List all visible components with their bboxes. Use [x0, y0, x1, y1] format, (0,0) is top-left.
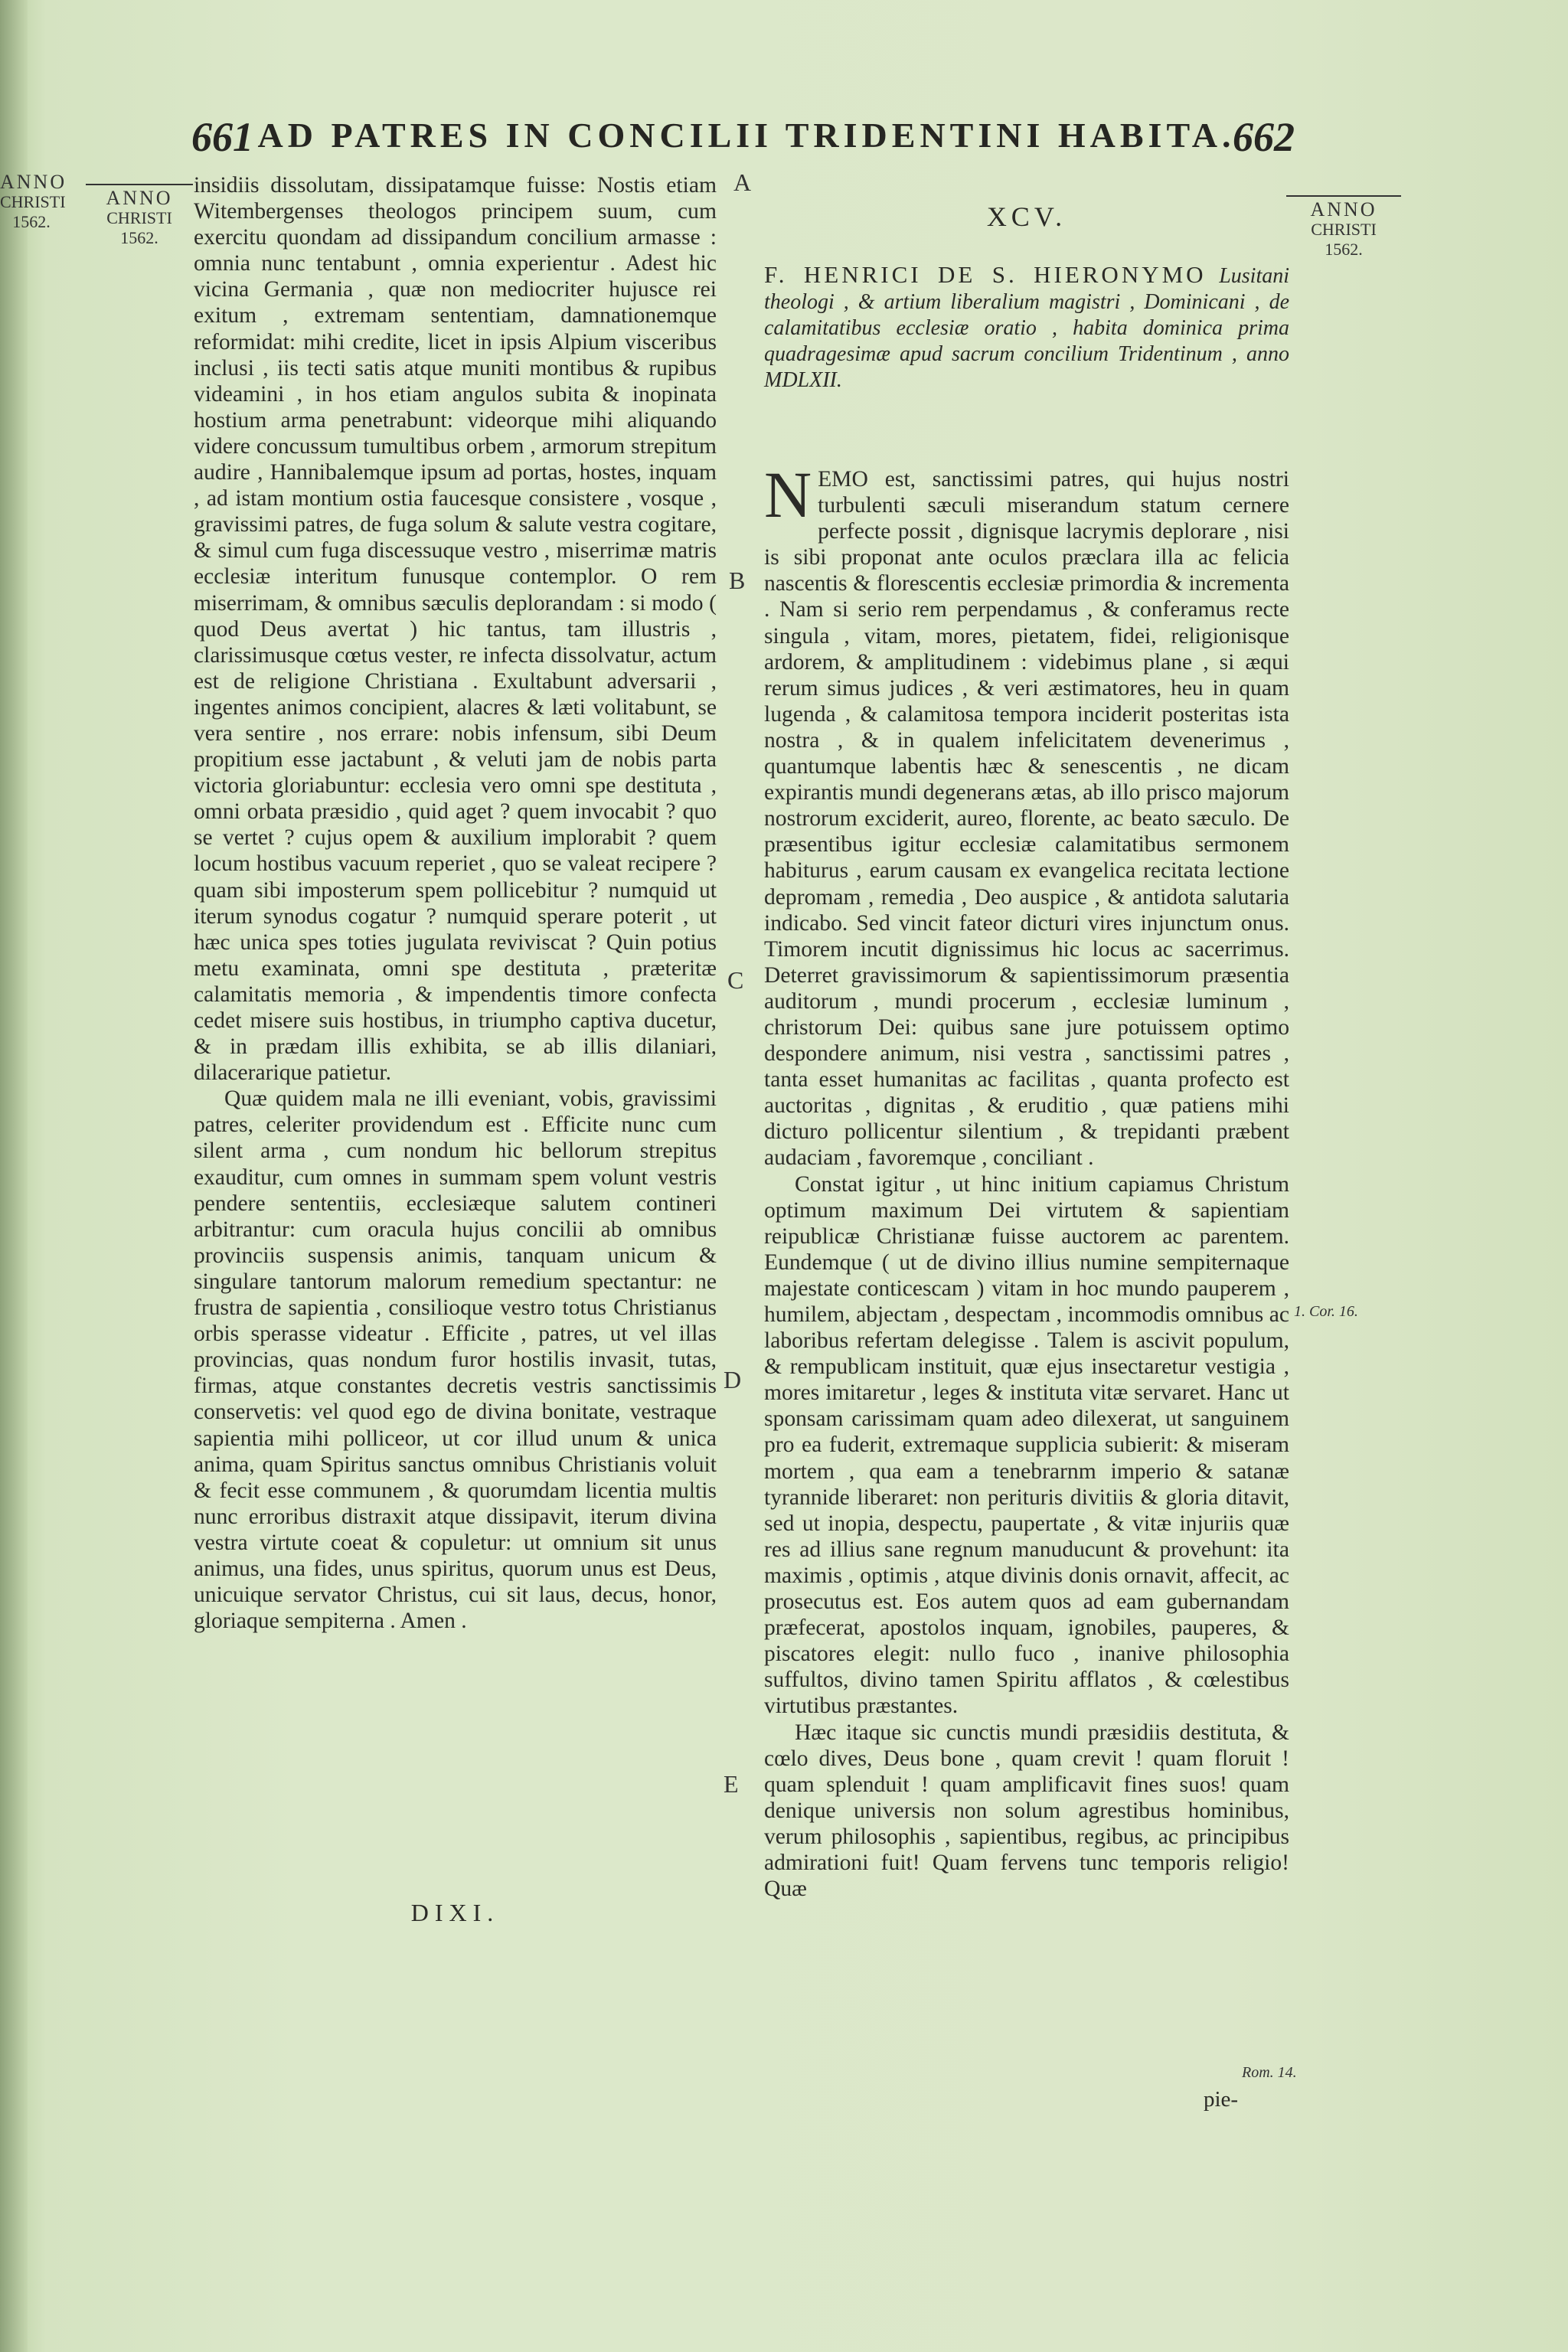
margin-year: 1562.	[120, 228, 158, 247]
paragraph: Hæc itaque sic cunctis mundi præsidiis destituta, & cœlo dives, Deus bone , quam crevit ! quam floruit ! quam splenduit ! quam amplificavit fines suos! quam denique universis non solum agrestibus hominibus, verum philosophis , sapientibus, regibus, ac principibus admirationi fuit! Quam fervens tunc temporis religio! Quæ	[764, 1720, 1289, 1902]
page-number-left: 661	[191, 114, 253, 160]
margin-christi: CHRISTI	[106, 208, 172, 227]
oration-title	[764, 262, 1289, 394]
paragraph: insidiis dissolutam, dissipatamque fuisse: Nostis etiam Witembergenses theologos principem suum, cum exercitu quondam ad dissipandum concilium armasse : omnia nunc tentabunt , omnia experientur . Adest hic vicina Germania , quæ non mediocriter hujusce rei exitum , extremam sententiam, damnationemque reformidat: mihi credite, licet in ipsis Alpium visceribus inclusi , iis tecti satis atque muniti montibus & rupibus videamini , in hos etiam angulos subita & inopinata hostium arma penetrabunt: videorque mihi aliquando videre concussum tumultibus orbem , armorum strepitum audire , Hannibalemque ipsum ad portas, hostes, inquam , ad istam montium ostia faucesque consistere , vosque , gravissimi patres, de fuga solum & salute vestra cogitare, & simul cum fuga discessuque vestro , miserrimæ matris ecclesiæ interitum funusque contemplor. O rem miserrimam, & omnibus sæculis deplorandam : si modo ( quod Deus avertat ) hic tantus, tam illustris , clarissimusque cœtus vester, re infecta dissolvatur, actum est de religione Christiana . Exultabunt adversarii , ingentes animos concipient, alacres & læti volitabunt, se vera sentire , nos errare: nobis infensum, sibi Deum propitium esse jactabunt , & veluti jam de nobis parta victoria gloriabuntur: ecclesia vero omni spe destituta , omni orbata præsidio , quid aget ? quem invocabit ? quo se vertet ? cujus opem & auxilium implorabit ? quem locum hostibus vacuum reperiet , quo se valeat recipere ? quam sibi imposterum spem pollicebitur ? numquid ut iterum synodus cogatur ? numquid sperare poterit , ut hæc unica spes toties jugulata reviviscat ? Quin potius metu examinata, omni spe destituta , præteritæ calamitatis memoria , & impendentis timore confecta cedet misere suis hostibus, in triumpho captiva ducetur, & in prædam illis exhibita, se ab illis dilaniari, dilacerarique patietur.	[194, 173, 717, 1086]
closing-dixi: DIXI.	[410, 1899, 500, 1926]
drop-cap: N	[764, 458, 812, 531]
margin-anno: ANNO	[0, 171, 67, 193]
catchword: pie-	[1204, 2087, 1239, 2112]
side-reference: Rom. 14.	[1242, 2064, 1297, 2081]
section-letter-b: B	[729, 567, 746, 594]
page-number-right: 662	[1233, 114, 1295, 160]
margin-anno: ANNO	[86, 184, 193, 208]
left-column-text	[194, 172, 717, 1634]
margin-christi: CHRISTI	[0, 192, 66, 211]
margin-christi: CHRISTI	[1311, 220, 1377, 239]
margin-year: 1562.	[12, 212, 51, 231]
section-letter-a: A	[733, 168, 752, 196]
margin-year-right	[1286, 195, 1401, 260]
oration-number: XCV.	[986, 201, 1067, 232]
first-paragraph	[764, 458, 1289, 1171]
margin-year-left	[86, 184, 193, 248]
section-letter-e: E	[724, 1770, 739, 1798]
section-letter-d: D	[724, 1366, 742, 1393]
title-text: Lusitani theologi , & artium liberalium magistri , Dominicani , de calamitatibus ecclesiæ oratio , habita dominica prima quadragesimæ apud sacrum concilium Tridentinum , anno MDLXII.	[764, 264, 1290, 392]
paragraph: Constat igitur , ut hinc initium capiamus Christum optimum maximum Dei virtutem & sapientiam reipublicæ Christianæ fuisse auctorem ac parentem. Eundemque ( ut de divino illius numine sempiternaque majestate conticescam ) vitam in hoc mundo pauperem , humilem, abjectam , despectam , incommodis omnibus ac laboribus refertam delegisse . Talem is ascivit populum, & rempublicam instituit, quæ ejus insectaretur vestigia , mores imitaretur , leges & instituta vitæ servaret. Hanc ut sponsam carissimam quam adeo dilexerat, ut sanguinem pro ea fuderit, extremaque supplicia subierit: & miseram mortem , qua eam a tenebrarnm imperio & satanæ tyrannide liberaret: non perituris divitiis & gloria ditavit, sed ut inopia, despectu, paupertate , & vitæ injuriis quæ res ad illius sane regnum manuducunt & provehunt: ita maximis , optimis , atque divinis donis ornavit, affecit, ac prosecutus est. Eos autem quos ad eam gubernandam præfecerat, apostolos inquam, ignobiles, pauperes, & piscatores elegit: nullo fuco , inanive philosophia suffultos, divino tamen Spiritu afflatos , & cœlestibus virtutibus præstantes.	[764, 1171, 1289, 1719]
book-gutter	[0, 0, 28, 2352]
author-name: F. HENRICI DE S. HIERONYMO	[764, 261, 1207, 288]
margin-year-outer	[0, 171, 67, 232]
right-column-text	[764, 458, 1289, 1902]
running-title: AD PATRES IN CONCILII TRIDENTINI HABITA.	[257, 116, 1236, 155]
side-reference: 1. Cor. 16.	[1294, 1303, 1358, 1320]
paragraph-text: EMO est, sanctissimi patres, qui hujus nostri turbulenti sæculi miserandum statum cernere perfecte possit , dignisque lacrymis deplorare , nisi is sibi proponat ante oculos præclara illa ac felicia nascentis & florescentis ecclesiæ primordia & incrementa . Nam si serio rem perpendamus , & conferamus recte singula , vitam, mores, pietatem, fidei, religionisque ardorem, & amplitudinem : videbimus plane , si æqui rerum simus judices , & veri æstimatores, heu in quam lugenda , & calamitosa tempora inciderit posteritas ista nostra , & in qualem infelicitatem devenerimus , quantumque labentis hæc & senescentis , ne dicam expirantis mundi degenerans ætas, ab illo prisco majorum nostrorum exciderit, aureo, florente, ac beato sæculo. De præsentibus igitur ecclesiæ calamitatibus sermonem habiturus , earum causam ex evangelica recitata lectione depromam , remedia , Deo auspice , & antidota salutaria indicabo. Sed vincit fateor dicturi vires injunctum onus. Timorem incutit dignissimus hic locus ac sacerrimus. Deterret gravissimorum & sapientissimorum præsentia auditorum , mundi procerum , ecclesiæ luminum , christorum Dei: quibus sane jure potuissem optimo despondere animum, nisi vestra , sanctissimi patres , tanta esset humanitas ac facilitas , quanta profecto est auctoritas , dignitas , & eruditio , quæ patiens mihi dicturo pollicentur silentium , & trepidanti præbent audaciam , favoremque , conciliant .	[764, 467, 1289, 1171]
section-letter-c: C	[727, 966, 744, 994]
paragraph: Quæ quidem mala ne illi eveniant, vobis, gravissimi patres, celeriter providendum est . Efficite nunc cum silent arma , cum nondum hic bellorum strepitus exauditur, cum omnes in summam spem volunt vestris pendere sententiis, ecclesiæque salutem contineri arbitrantur: cum oracula hujus concilii ab omnibus provinciis suspensis animis, tanquam unicum & singulare tantorum malorum remedium spectantur: ne frustra de sapientia , consilioque vestro totus Christianus orbis sperasse videatur . Efficite , patres, ut vel illas provincias, quas nondum furor hostilis invasit, tutas, firmas, atque constantes decretis vestris sanctissimis conservetis: vel quod ego de divina bonitate, vestraque sapientia mihi polliceor, ut cor illud unum & unica anima, quam Spiritus sanctus omnibus Christianis voluit & fecit esse communem , & quorumdam licentia multis nunc erroribus distraxit atque dissipavit, iterum divina vestra virtute coeat & copuletur: ut omnium sit unus animus, una fides, unus spiritus, quorum unus est Deus, unicuique servator Christus, cui sit laus, decus, honor, gloriaque sempiterna . Amen .	[194, 1086, 717, 1634]
margin-year: 1562.	[1325, 240, 1363, 259]
margin-anno: ANNO	[1286, 195, 1401, 220]
